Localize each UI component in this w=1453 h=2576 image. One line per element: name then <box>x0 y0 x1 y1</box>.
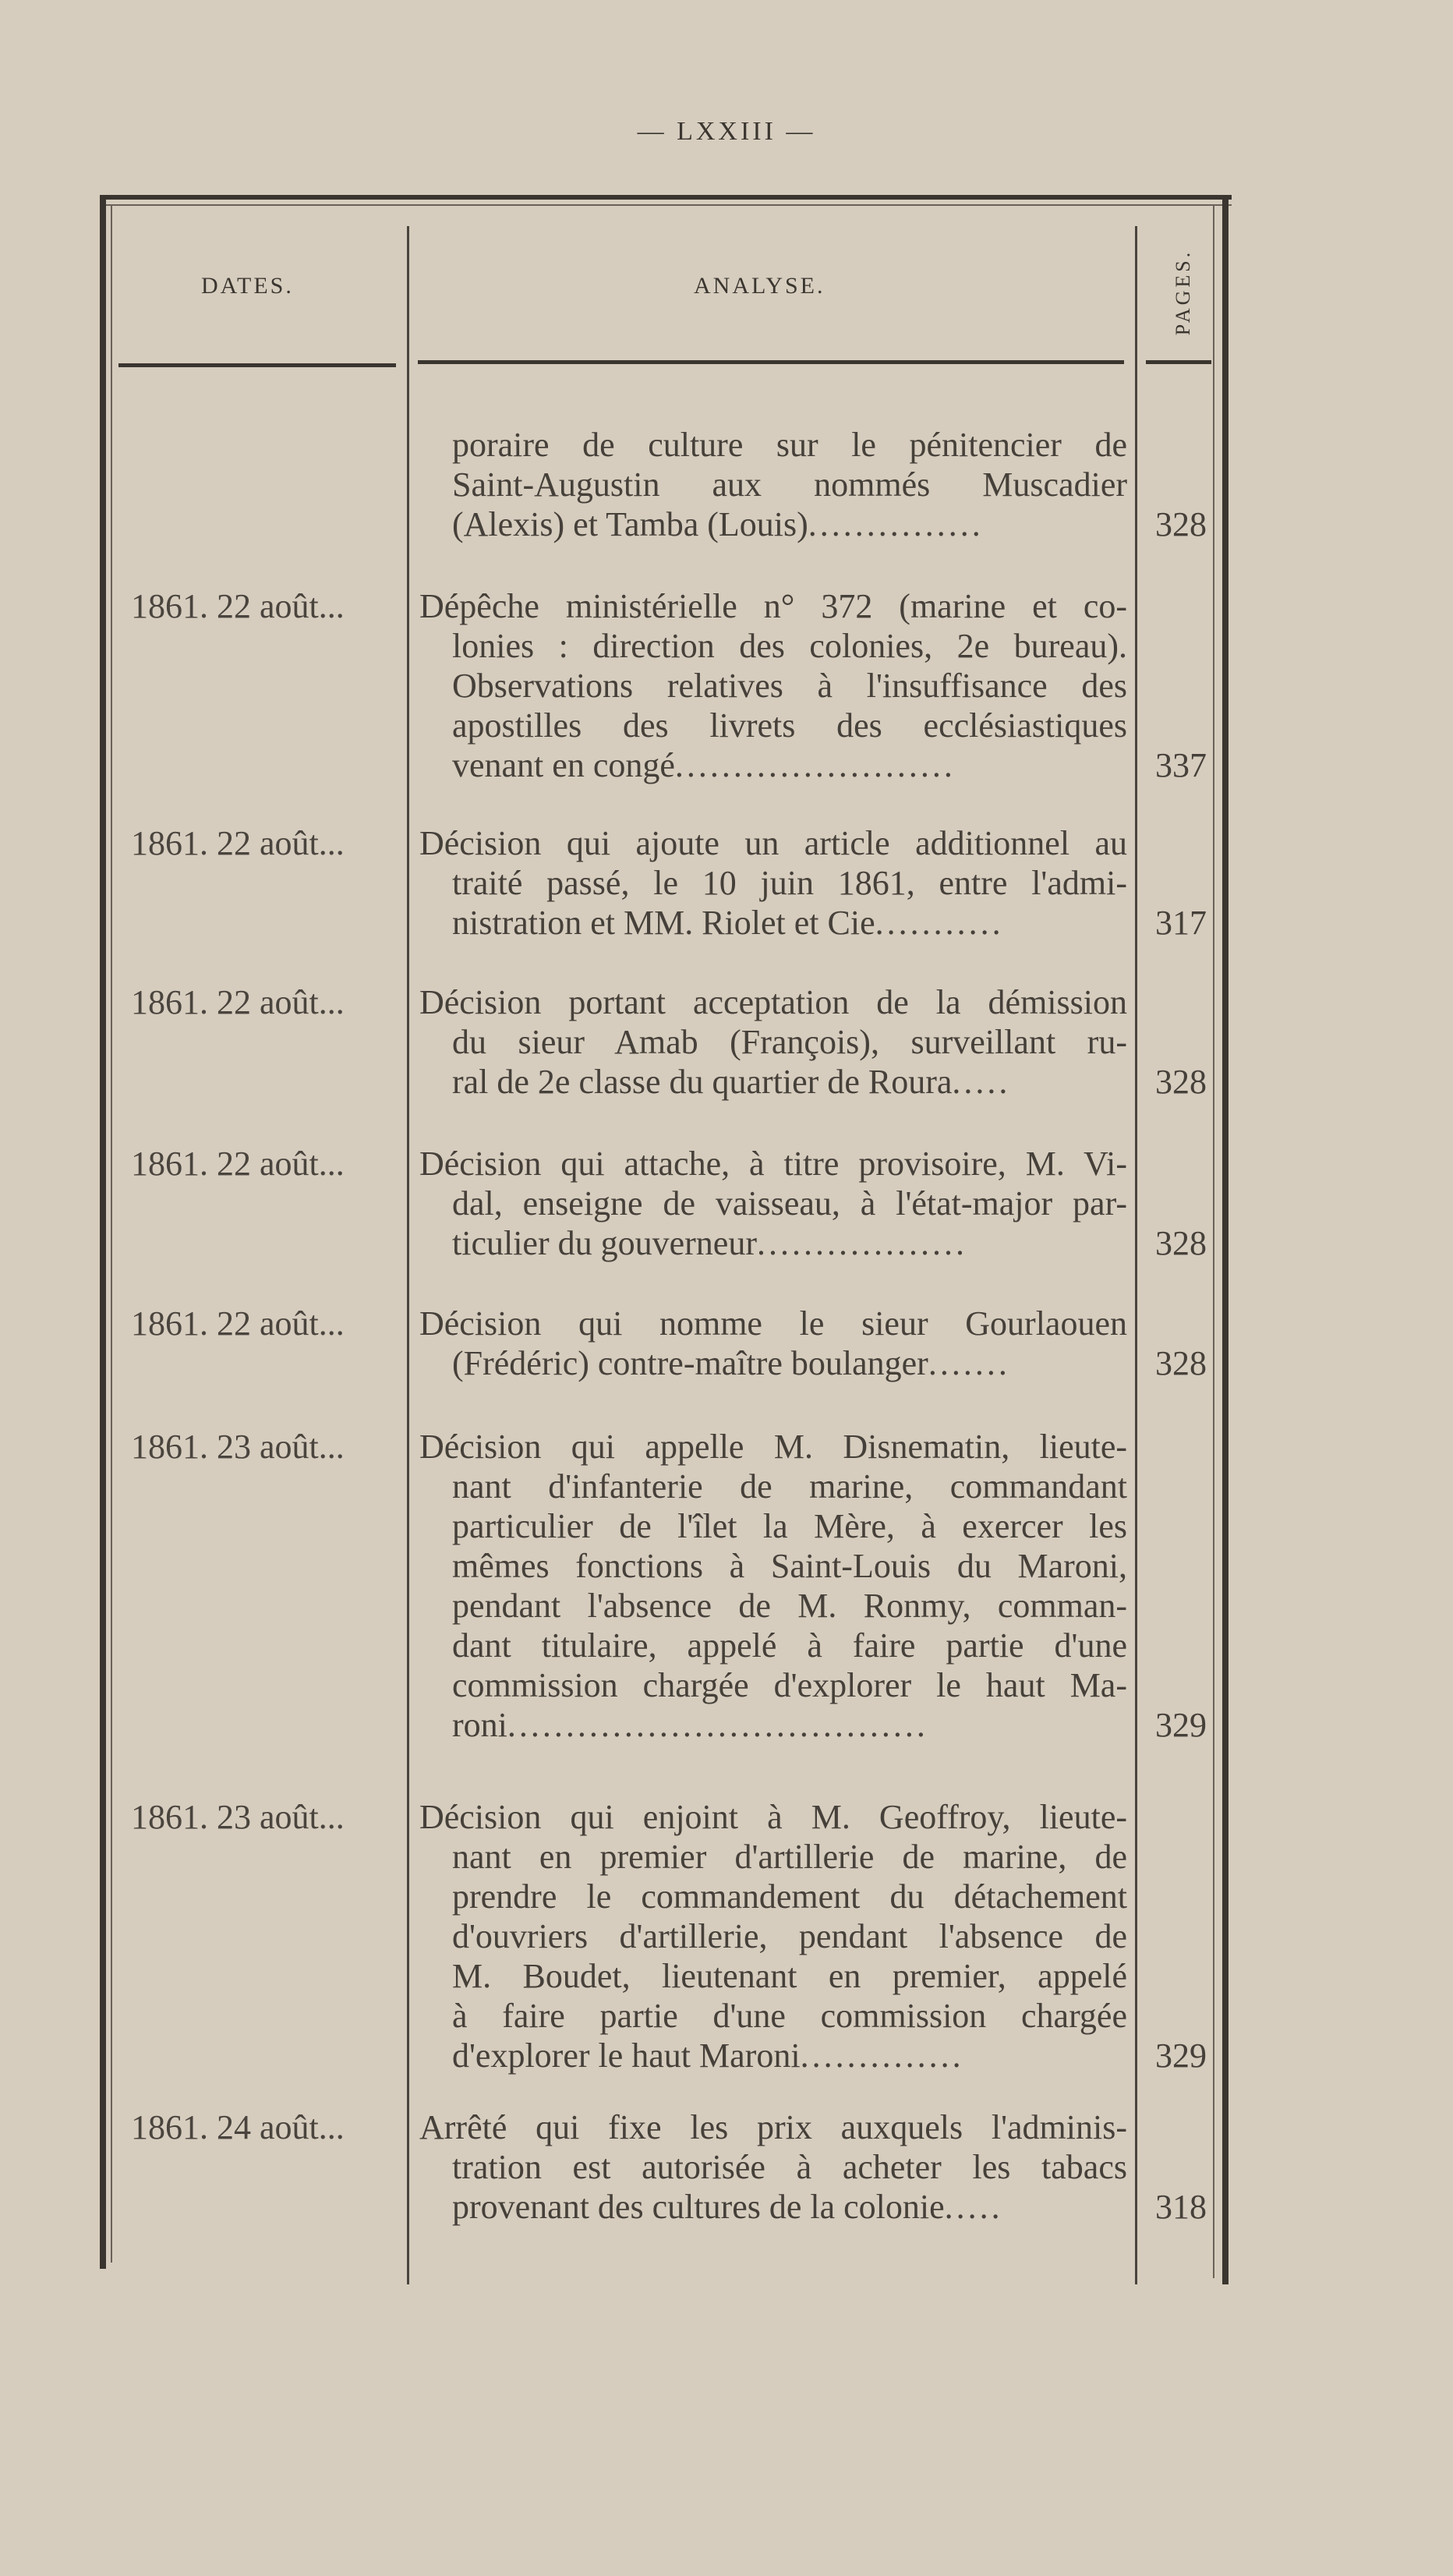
entry-page-number: 337 <box>1155 746 1207 784</box>
entry-date: 1861. 23 août... <box>131 1428 345 1466</box>
entry-analysis-line: apostilles des livrets des ecclésiastiques <box>452 706 1127 745</box>
entry-analysis <box>419 823 1127 943</box>
folio: — LXXIII — <box>637 117 816 146</box>
entry-analysis <box>419 1144 1127 1263</box>
entry-analysis-line: lonies : direction des colonies, 2e bureau). <box>452 627 1127 665</box>
entry-page-number: 317 <box>1155 904 1207 942</box>
dot-leader: ..... <box>944 2188 1003 2226</box>
header-rule-pages <box>1146 360 1211 364</box>
entry-analysis-line: d'explorer le haut Maroni.............. <box>452 2036 964 2075</box>
entry-page-number: 329 <box>1155 2036 1207 2075</box>
entry-analysis-line: nant en premier d'artillerie de marine, de <box>452 1838 1127 1876</box>
entry-analysis-line: venant en congé........................ <box>452 746 956 784</box>
entry-analysis-line: d'ouvriers d'artillerie, pendant l'absence de <box>452 1917 1127 1955</box>
entry-analysis-line: nant d'infanterie de marine, commandant <box>452 1467 1127 1506</box>
column-divider-pages <box>1135 226 1137 2284</box>
entry-analysis-line: Arrêté qui fixe les prix auxquels l'adminis- <box>419 2108 1127 2146</box>
frame-top-thin-rule <box>101 204 1232 206</box>
column-header-dates: DATES. <box>201 273 294 299</box>
frame-right-rule <box>1222 195 1229 2284</box>
entry-date: 1861. 22 août... <box>131 983 345 1021</box>
entry-analysis-line: ral de 2e classe du quartier de Roura..... <box>452 1063 1011 1101</box>
entry-analysis-line: prendre le commandement du détachement <box>452 1877 1127 1916</box>
entry-analysis-line: roni.................................... <box>452 1706 928 1744</box>
entry-analysis-line: du sieur Amab (François), surveillant ru- <box>452 1023 1127 1061</box>
entry-page-number: 328 <box>1155 505 1207 543</box>
entry-date: 1861. 24 août... <box>131 2108 345 2146</box>
entry-analysis-line: dal, enseigne de vaisseau, à l'état-major par- <box>452 1184 1127 1223</box>
column-header-analyse: ANALYSE. <box>694 273 825 299</box>
entry-page-number: 328 <box>1155 1224 1207 1262</box>
entry-analysis-line: dant titulaire, appelé à faire partie d'une <box>452 1626 1127 1665</box>
dot-leader: ........................ <box>674 746 956 784</box>
entry-analysis-line: tration est autorisée à acheter les tabacs <box>452 2148 1127 2186</box>
entry-analysis-line: nistration et MM. Riolet et Cie........... <box>452 904 1004 942</box>
entry-analysis-line: mêmes fonctions à Saint-Louis du Maroni, <box>452 1547 1127 1585</box>
entry-page-number: 328 <box>1155 1063 1207 1101</box>
entry-analysis-line: M. Boudet, lieutenant en premier, appelé <box>452 1957 1127 1995</box>
entry-date: 1861. 23 août... <box>131 1798 345 1836</box>
entry-page-number: 329 <box>1155 1706 1207 1744</box>
dot-leader: ..... <box>952 1063 1011 1101</box>
entry-analysis-line: Saint-Augustin aux nommés Muscadier <box>452 465 1127 504</box>
entry-page-number: 318 <box>1155 2188 1207 2226</box>
column-header-pages-label: PAGES. <box>1172 249 1194 336</box>
entry-analysis-line: ticulier du gouverneur.................. <box>452 1224 967 1262</box>
entry-analysis-line: Décision qui appelle M. Disnematin, lieute- <box>419 1428 1127 1466</box>
entry-analysis <box>419 1797 1127 2075</box>
frame-top-rule <box>101 195 1232 200</box>
entry-analysis-line: (Alexis) et Tamba (Louis)............... <box>452 505 984 543</box>
entry-analysis <box>419 1427 1127 1745</box>
entry-analysis-line: traité passé, le 10 juin 1861, entre l'admi- <box>452 864 1127 902</box>
dot-leader: ............... <box>808 505 984 543</box>
entry-analysis-line: poraire de culture sur le pénitencier de <box>452 426 1127 464</box>
entry-analysis-line: provenant des cultures de la colonie..... <box>452 2188 1003 2226</box>
entry-analysis-line: Observations relatives à l'insuffisance des <box>452 667 1127 705</box>
frame-left-thin-rule <box>111 204 112 2263</box>
entry-analysis <box>419 1304 1127 1383</box>
entry-date: 1861. 22 août... <box>131 824 345 862</box>
entry-date: 1861. 22 août... <box>131 1304 345 1343</box>
entry-page-number: 328 <box>1155 1344 1207 1382</box>
entry-analysis <box>419 425 1127 544</box>
entry-analysis-line: Décision qui enjoint à M. Geoffroy, lieute- <box>419 1798 1127 1836</box>
header-rule-analyse <box>418 360 1124 364</box>
dot-leader: .................. <box>756 1224 967 1262</box>
entry-analysis-line: Décision qui nomme le sieur Gourlaouen <box>419 1304 1127 1343</box>
entry-analysis-line: commission chargée d'explorer le haut Ma- <box>452 1666 1127 1704</box>
entry-analysis-line: Décision portant acceptation de la démission <box>419 983 1127 1021</box>
entry-analysis-line: Dépêche ministérielle n° 372 (marine et co- <box>419 587 1127 625</box>
entry-date: 1861. 22 août... <box>131 1145 345 1183</box>
column-divider-dates <box>407 226 409 2284</box>
frame-right-thin-rule <box>1213 204 1214 2278</box>
entry-analysis-line: Décision qui ajoute un article additionnel au <box>419 824 1127 862</box>
entry-analysis-line: (Frédéric) contre-maître boulanger....... <box>452 1344 1010 1382</box>
entry-analysis-line: Décision qui attache, à titre provisoire, M. Vi- <box>419 1145 1127 1183</box>
frame-left-rule <box>100 195 106 2269</box>
entry-analysis-line: à faire partie d'une commission chargée <box>452 1997 1127 2035</box>
entry-analysis-line: particulier de l'îlet la Mère, à exercer les <box>452 1507 1127 1545</box>
column-header-pages <box>1160 234 1207 351</box>
entry-date: 1861. 22 août... <box>131 587 345 625</box>
dot-leader: .................................... <box>507 1706 928 1744</box>
dot-leader: ........... <box>875 904 1004 942</box>
dot-leader: ....... <box>928 1344 1010 1382</box>
entry-analysis <box>419 982 1127 1102</box>
header-rule-dates <box>118 363 396 367</box>
entry-analysis-line: pendant l'absence de M. Ronmy, comman- <box>452 1587 1127 1625</box>
entry-analysis <box>419 2107 1127 2227</box>
dot-leader: .............. <box>800 2036 964 2075</box>
entry-analysis <box>419 586 1127 785</box>
